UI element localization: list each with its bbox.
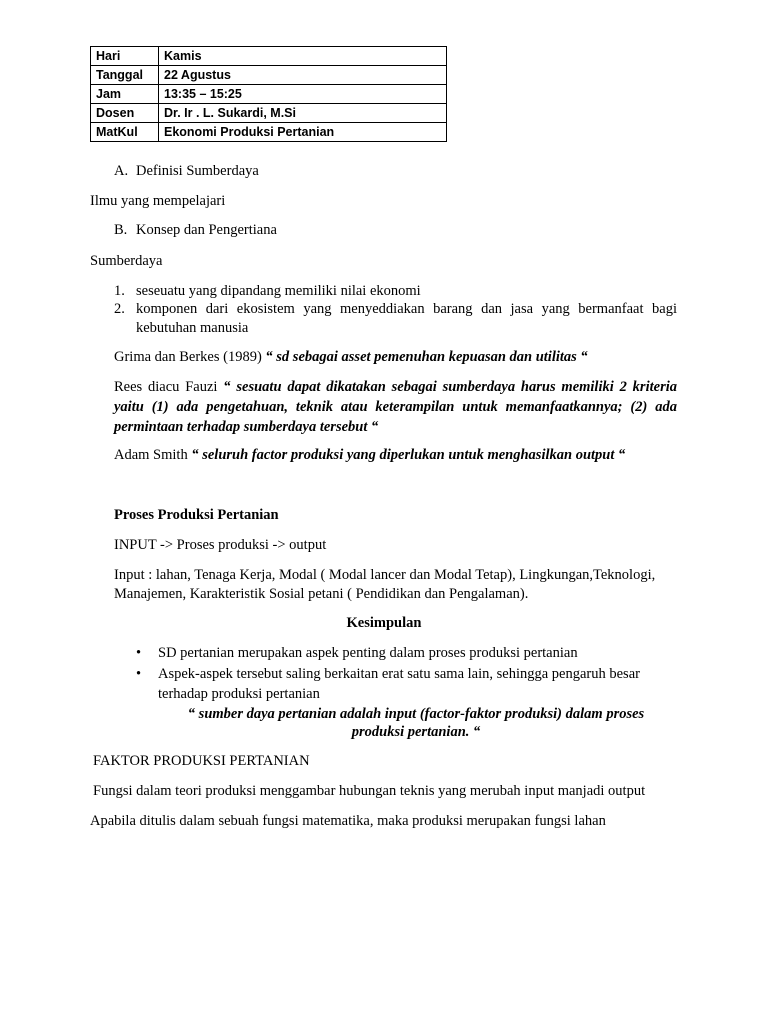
kesimpulan-quote-line: produksi pertanian. “ xyxy=(351,724,481,740)
rees-quote-line: yaitu (1) ada pengetahuan, teknik atau keterampilan untuk memanfaatkannya; (2) ada xyxy=(114,399,677,415)
bullet-text-cont: terhadap produksi pertanian xyxy=(158,686,320,702)
rees-quote-line: permintaan terhadap sumberdaya tersebut “ xyxy=(114,419,379,435)
info-value: Ekonomi Produksi Pertanian xyxy=(159,123,447,142)
grima-prefix: Grima dan Berkes (1989) xyxy=(114,349,266,365)
input-line: Input : lahan, Tenaga Kerja, Modal ( Modal lancer dan Modal Tetap), Lingkungan,Teknologi, xyxy=(114,567,656,583)
numbered-item-text: seseuatu yang dipandang memiliki nilai ekonomi xyxy=(136,283,421,299)
sumberdaya-text: Sumberdaya xyxy=(90,253,163,269)
info-row xyxy=(91,47,447,66)
info-value: 22 Agustus xyxy=(159,66,447,85)
rees-prefix: Rees diacu Fauzi xyxy=(114,379,224,395)
bullet-icon: • xyxy=(136,645,142,661)
proses-flow: INPUT -> Proses produksi -> output xyxy=(114,537,327,553)
grima-quote xyxy=(114,348,588,367)
info-value: 13:35 – 15:25 xyxy=(159,85,447,104)
info-value: Kamis xyxy=(159,47,447,66)
apabila-text: Apabila ditulis dalam sebuah fungsi matematika, maka produksi merupakan fungsi lahan xyxy=(90,813,606,829)
section-b-marker: B. xyxy=(114,222,128,238)
info-table xyxy=(90,46,447,142)
info-row xyxy=(91,104,447,123)
faktor-heading: FAKTOR PRODUKSI PERTANIAN xyxy=(93,753,310,769)
kesimpulan-heading: Kesimpulan xyxy=(346,615,422,631)
smith-prefix: Adam Smith xyxy=(114,447,192,463)
bullet-text: Aspek-aspek tersebut saling berkaitan erat satu sama lain, sehingga pengaruh besar xyxy=(158,666,640,682)
info-value: Dr. Ir . L. Sukardi, M.Si xyxy=(159,104,447,123)
info-label: Hari xyxy=(91,47,159,66)
info-row xyxy=(91,123,447,142)
section-b-heading xyxy=(114,221,277,240)
section-a-heading xyxy=(114,162,259,181)
grima-quote-text: “ sd sebagai asset pemenuhan kepuasan dan utilitas “ xyxy=(265,349,588,365)
info-label: Dosen xyxy=(91,104,159,123)
rees-quote-text: “ sesuatu dapat dikatakan sebagai sumberdaya harus memiliki 2 kriteria xyxy=(223,379,677,395)
rees-quote-line xyxy=(114,378,677,397)
info-row xyxy=(91,66,447,85)
fungsi-text: Fungsi dalam teori produksi menggambar hubungan teknis yang merubah input manjadi output xyxy=(93,783,646,799)
numbered-item-marker: 1. xyxy=(114,283,125,299)
kesimpulan-quote-line: “ sumber daya pertanian adalah input (factor-faktor produksi) dalam proses xyxy=(187,706,645,722)
proses-heading: Proses Produksi Pertanian xyxy=(114,507,279,523)
section-a-marker: A. xyxy=(114,163,129,179)
section-b-title: Konsep dan Pengertiana xyxy=(136,222,277,238)
bullet-text: SD pertanian merupakan aspek penting dalam proses produksi pertanian xyxy=(158,645,578,661)
numbered-item-text-cont: kebutuhan manusia xyxy=(136,320,249,336)
section-a-title: Definisi Sumberdaya xyxy=(136,163,259,179)
ilmu-text: Ilmu yang mempelajari xyxy=(90,193,226,209)
info-label: Tanggal xyxy=(91,66,159,85)
info-label: MatKul xyxy=(91,123,159,142)
bullet-icon: • xyxy=(136,666,142,682)
numbered-item-marker: 2. xyxy=(114,301,125,317)
numbered-item-text: komponen dari ekosistem yang menyeddiakan barang dan jasa yang bermanfaat bagi xyxy=(136,301,677,317)
smith-quote-text: “ seluruh factor produksi yang diperlukan untuk menghasilkan output “ xyxy=(191,447,626,463)
input-line: Manajemen, Karakteristik Sosial petani ( Pendidikan dan Pengalaman). xyxy=(114,586,529,602)
info-row xyxy=(91,85,447,104)
info-label: Jam xyxy=(91,85,159,104)
smith-quote xyxy=(114,446,625,465)
